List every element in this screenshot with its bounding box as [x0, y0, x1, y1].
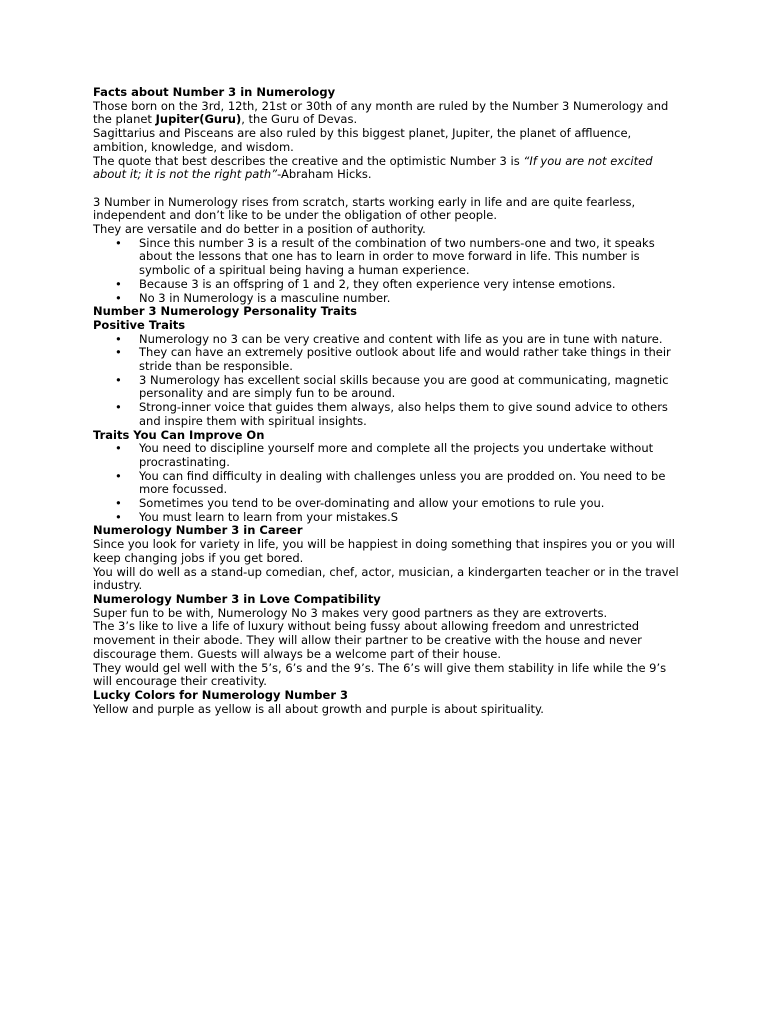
career-heading: Numerology Number 3 in Career	[93, 523, 303, 538]
list-item: • Sometimes you tend to be over-dominating and allow your emotions to rule you.	[139, 497, 683, 511]
love-paragraph-3: They would gel well with the 5’s, 6’s and the 9’s. The 6’s will give them stability in life while the 9’s will encourage their creativity.	[93, 660, 667, 689]
facts-p1-tail: , the Guru of Devas.	[241, 112, 358, 127]
list-item: • No 3 in Numerology is a masculine number.	[139, 292, 683, 306]
list-item: • 3 Numerology has excellent social skills because you are good at communicating, magnetic personality and are simply fun to be around.	[139, 374, 683, 401]
love-paragraph-1: Super fun to be with, Numerology No 3 makes very good partners as they are extroverts.	[93, 605, 608, 620]
jupiter-bold: Jupiter(Guru)	[155, 112, 242, 127]
list-item: • You must learn to learn from your mistakes.S	[139, 511, 683, 525]
list-item: • Strong-inner voice that guides them always, also helps them to give sound advice to others and inspire them with spiritual insights.	[139, 401, 683, 428]
quote-text: “If you are not excited about it; it is not the right path”	[93, 153, 653, 182]
facts-paragraph-1	[93, 100, 683, 127]
career-paragraph-1: Since you look for variety in life, you will be happiest in doing something that inspires you or you will keep changing jobs if you get bored.	[93, 537, 675, 565]
document-page	[93, 86, 683, 716]
improve-traits-heading: Traits You Can Improve On	[93, 427, 265, 442]
quote-intro: The quote that best describes the creative and the optimistic Number 3 is	[93, 153, 524, 168]
facts-paragraph-2: Sagittarius and Pisceans are also ruled by this biggest planet, Jupiter, the planet of affluence, ambition, knowledge, and wisdom.	[93, 126, 632, 154]
facts-heading: Facts about Number 3 in Numerology	[93, 85, 336, 99]
intro-paragraph-2: They are versatile and do better in a position of authority.	[93, 222, 426, 237]
list-item: • They can have an extremely positive outlook about life and would rather take things in their stride than be responsible.	[139, 346, 683, 373]
list-item: • You can find difficulty in dealing with challenges unless you are prodded on. You need to be more focussed.	[139, 470, 683, 497]
love-heading: Numerology Number 3 in Love Compatibility	[93, 592, 381, 606]
improve-traits-list	[93, 442, 683, 524]
facts-p1-text: Those born on the 3rd, 12th, 21st or 30th of any month are ruled by the Number 3 Numerology and the planet	[93, 98, 669, 127]
positive-traits-heading: Positive Traits	[93, 317, 186, 332]
career-paragraph-2: You will do well as a stand-up comedian, chef, actor, musician, a kindergarten teacher or in the travel industry.	[93, 564, 679, 593]
intro-bullet-list	[93, 237, 683, 306]
facts-paragraph-3	[93, 155, 683, 182]
lucky-colors-heading: Lucky Colors for Numerology Number 3	[93, 687, 349, 702]
positive-traits-list	[93, 333, 683, 429]
list-item: • Numerology no 3 can be very creative and content with life as you are in tune with nature.	[139, 333, 683, 347]
list-item: • You need to discipline yourself more and complete all the projects you undertake without procrastinating.	[139, 442, 683, 469]
lucky-colors-paragraph: Yellow and purple as yellow is all about growth and purple is about spirituality.	[93, 701, 544, 716]
intro-paragraph-1: 3 Number in Numerology rises from scratch, starts working early in life and are quite fearless, independent and don’t like to be under the obligation of other people.	[93, 194, 636, 223]
love-paragraph-2: The 3’s like to live a life of luxury without being fussy about allowing freedom and unrestricted movement in their abode. They will allow their partner to be creative with the house and never discourage them. Guests will always be a welcome part of their house.	[93, 619, 642, 661]
list-item: • Because 3 is an offspring of 1 and 2, they often experience very intense emotions.	[139, 278, 683, 292]
blank-line	[93, 182, 683, 196]
personality-heading: Number 3 Numerology Personality Traits	[93, 304, 358, 319]
list-item: • Since this number 3 is a result of the combination of two numbers-one and two, it speaks about the lessons that one has to learn in order to move forward in life. This number is symbolic of a spiritual being having a human experience.	[139, 237, 683, 278]
quote-author: -Abraham Hicks.	[277, 167, 372, 182]
